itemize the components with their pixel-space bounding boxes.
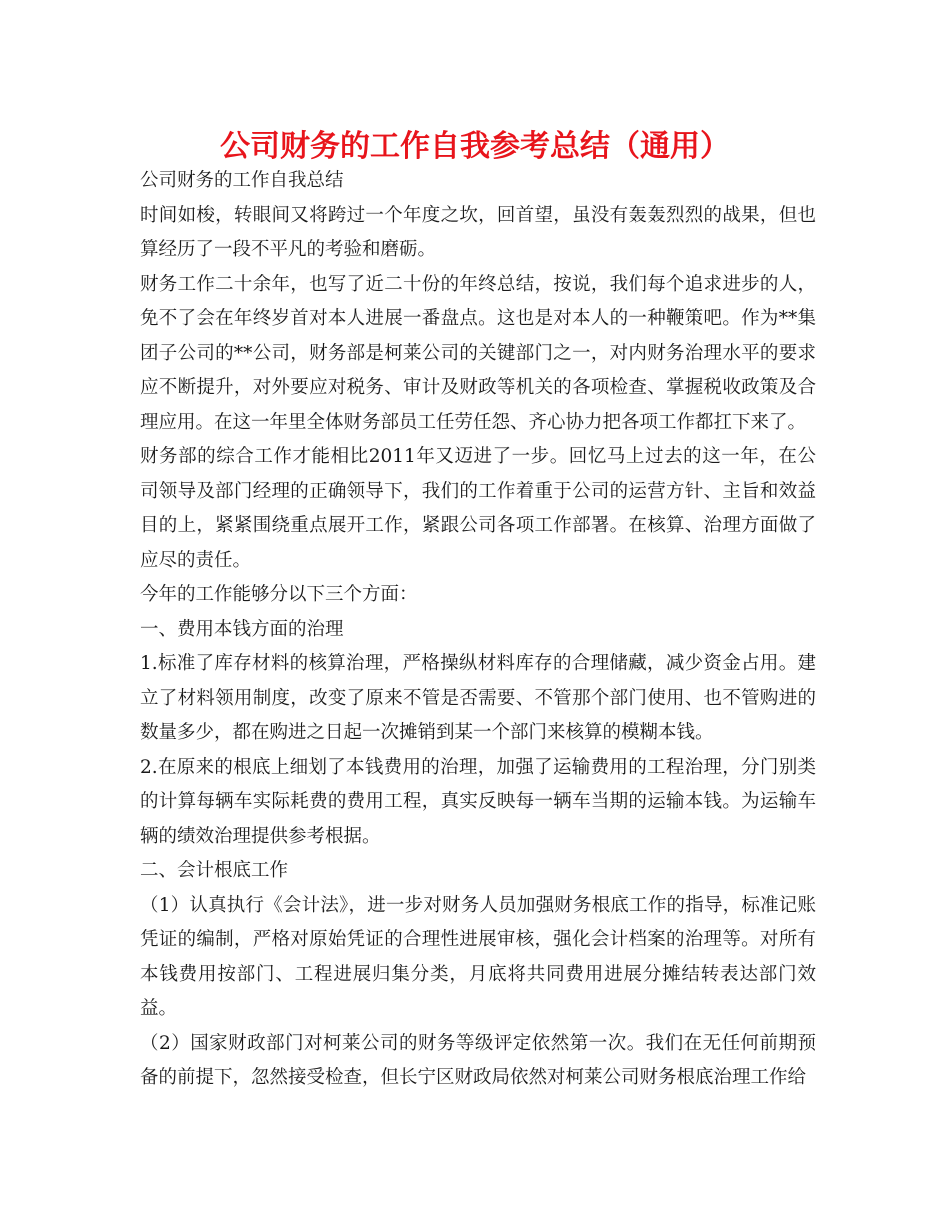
cost-item-1: 1.标准了库存材料的核算治理，严格操纵材料库存的合理储藏，减少资金占用。建立了材料领用制度，改变了原来不管是否需要、不管那个部门使用、也不管购进的数量多少，都在购进之日起一次摊销到某一个部门来核算的模糊本钱。 — [140, 653, 816, 743]
section-heading-cost: 一、费用本钱方面的治理 — [140, 618, 344, 640]
accounting-item-1: （1）认真执行《会计法》，进一步对财务人员加强财务根底工作的指导，标准记账凭证的编制，严格对原始凭证的合理性进展审核，强化会计档案的治理等。对所有本钱费用按部门、工程进展归集分类，月底将共同费用进展分摊结转表达部门效益。 — [140, 894, 816, 1019]
subtitle-paragraph: 公司财务的工作自我总结 — [140, 170, 344, 191]
progress-paragraph: 财务部的综合工作才能相比2011年又迈进了一步。回忆马上过去的这一年，在公司领导及部门经理的正确领导下，我们的工作着重于公司的运营方针、主旨和效益目的上，紧紧围绕重点展开工作，紧跟公司各项工作部署。在核算、治理方面做了应尽的责任。 — [140, 446, 816, 571]
section-heading-accounting: 二、会计根底工作 — [140, 860, 289, 881]
document-title: 公司财务的工作自我参考总结（通用） — [220, 129, 730, 164]
accounting-item-2: （2）国家财政部门对柯莱公司的财务等级评定依然第一次。我们在无任何前期预备的前提下，忽然接受检查，但长宁区财政局依然对柯莱公司财务根底治理工作给 — [140, 1032, 816, 1088]
experience-paragraph: 财务工作二十余年，也写了近二十份的年终总结，按说，我们每个追求进步的人，免不了会在年终岁首对本人进展一番盘点。这也是对本人的一种鞭策吧。作为**集团子公司的**公司，财务部是柯莱公司的关键部门之一，对内财务治理水平的要求应不断提升，对外要应对税务、审计及财政等机关的各项检查、掌握税收政策及合理应用。在这一年里全体财务部员工任劳任怨、齐心协力把各项工作都扛下来了。 — [140, 273, 816, 433]
cost-item-2: 2.在原来的根底上细划了本钱费用的治理，加强了运输费用的工程治理，分门别类的计算每辆车实际耗费的费用工程，真实反映每一辆车当期的运输本钱。为运输车辆的绩效治理提供参考根据。 — [140, 756, 816, 847]
overview-paragraph: 今年的工作能够分以下三个方面： — [140, 584, 418, 605]
intro-paragraph: 时间如梭，转眼间又将跨过一个年度之坎，回首望，虽没有轰轰烈烈的战果，但也算经历了一段不平凡的考验和磨砺。 — [140, 204, 816, 260]
document-body — [140, 164, 816, 1096]
